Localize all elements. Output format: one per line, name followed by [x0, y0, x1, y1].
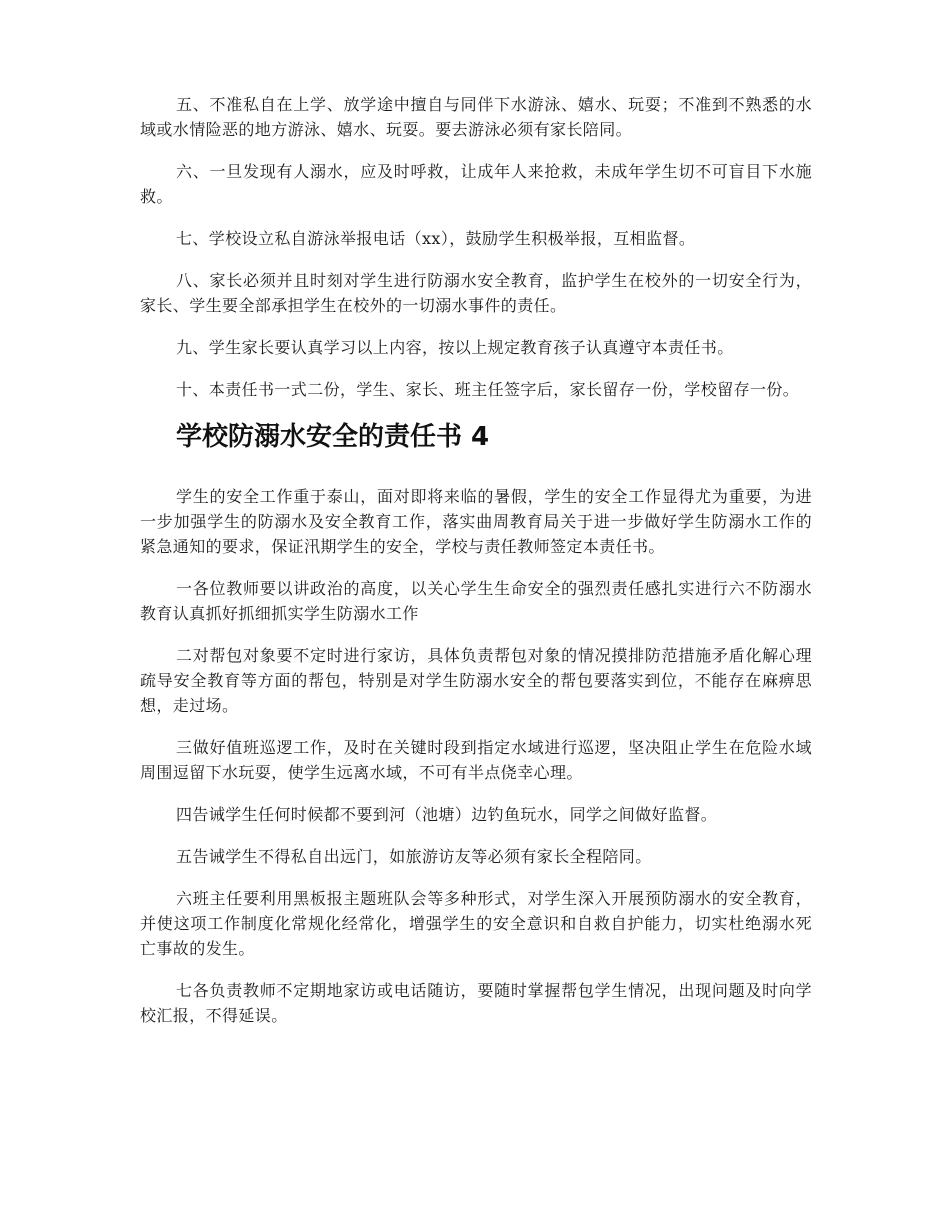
paragraph-rule-7: 七、学校设立私自游泳举报电话（xx），鼓励学生积极举报，互相监督。 [176, 229, 696, 248]
paragraph-item-5: 五告诫学生不得私自出远门，如旅游访友等必须有家长全程陪同。 [176, 847, 652, 866]
document-page [140, 92, 812, 1045]
section-heading: 学校防溺水安全的责任书 4 [176, 422, 490, 452]
paragraph-item-3: 三做好值班巡逻工作，及时在关键时段到指定水域进行巡逻，坚决阻止学生在危险水域周围逗留下水玩耍，使学生远离水域，不可有半点侥幸心理。 [140, 738, 812, 782]
paragraph-rule-5: 五、不准私自在上学、放学途中擅自与同伴下水游泳、嬉水、玩耍；不准到不熟悉的水域或水情险恶的地方游泳、嬉水、玩耍。要去游泳必须有家长陪同。 [140, 95, 812, 139]
paragraph-rule-10: 十、本责任书一式二份，学生、家长、班主任签字后，家长留存一份，学校留存一份。 [176, 380, 800, 399]
paragraph-rule-6: 六、一旦发现有人溺水，应及时呼救，让成年人来抢救，未成年学生切不可盲目下水施救。 [140, 162, 812, 206]
paragraph-intro: 学生的安全工作重于泰山，面对即将来临的暑假，学生的安全工作显得尤为重要，为进一步加强学生的防溺水及安全教育工作，落实曲周教育局关于进一步做好学生防溺水工作的紧急通知的要求，保证汛期学生的安全，学校与责任教师签定本责任书。 [140, 487, 812, 556]
paragraph-item-7: 七各负责教师不定期地家访或电话随访，要随时掌握帮包学生情况，出现问题及时向学校汇报，不得延误。 [140, 981, 812, 1025]
paragraph-item-4: 四告诫学生任何时候都不要到河（池塘）边钓鱼玩水，同学之间做好监督。 [176, 805, 718, 824]
paragraph-item-6: 六班主任要利用黑板报主题班队会等多种形式，对学生深入开展预防溺水的安全教育，并使这项工作制度化常规化经常化，增强学生的安全意识和自救自护能力，切实杜绝溺水死亡事故的发生。 [140, 889, 812, 958]
paragraph-rule-9: 九、学生家长要认真学习以上内容，按以上规定教育孩子认真遵守本责任书。 [176, 338, 734, 357]
paragraph-rule-8: 八、家长必须并且时刻对学生进行防溺水安全教育，监护学生在校外的一切安全行为，家长、学生要全部承担学生在校外的一切溺水事件的责任。 [140, 271, 812, 315]
paragraph-item-2: 二对帮包对象要不定时进行家访，具体负责帮包对象的情况摸排防范措施矛盾化解心理疏导安全教育等方面的帮包，特别是对学生防溺水安全的帮包要落实到位，不能存在麻痹思想，走过场。 [140, 646, 812, 715]
paragraph-item-1: 一各位教师要以讲政治的高度，以关心学生生命安全的强烈责任感扎实进行六不防溺水教育认真抓好抓细抓实学生防溺水工作 [140, 579, 812, 623]
